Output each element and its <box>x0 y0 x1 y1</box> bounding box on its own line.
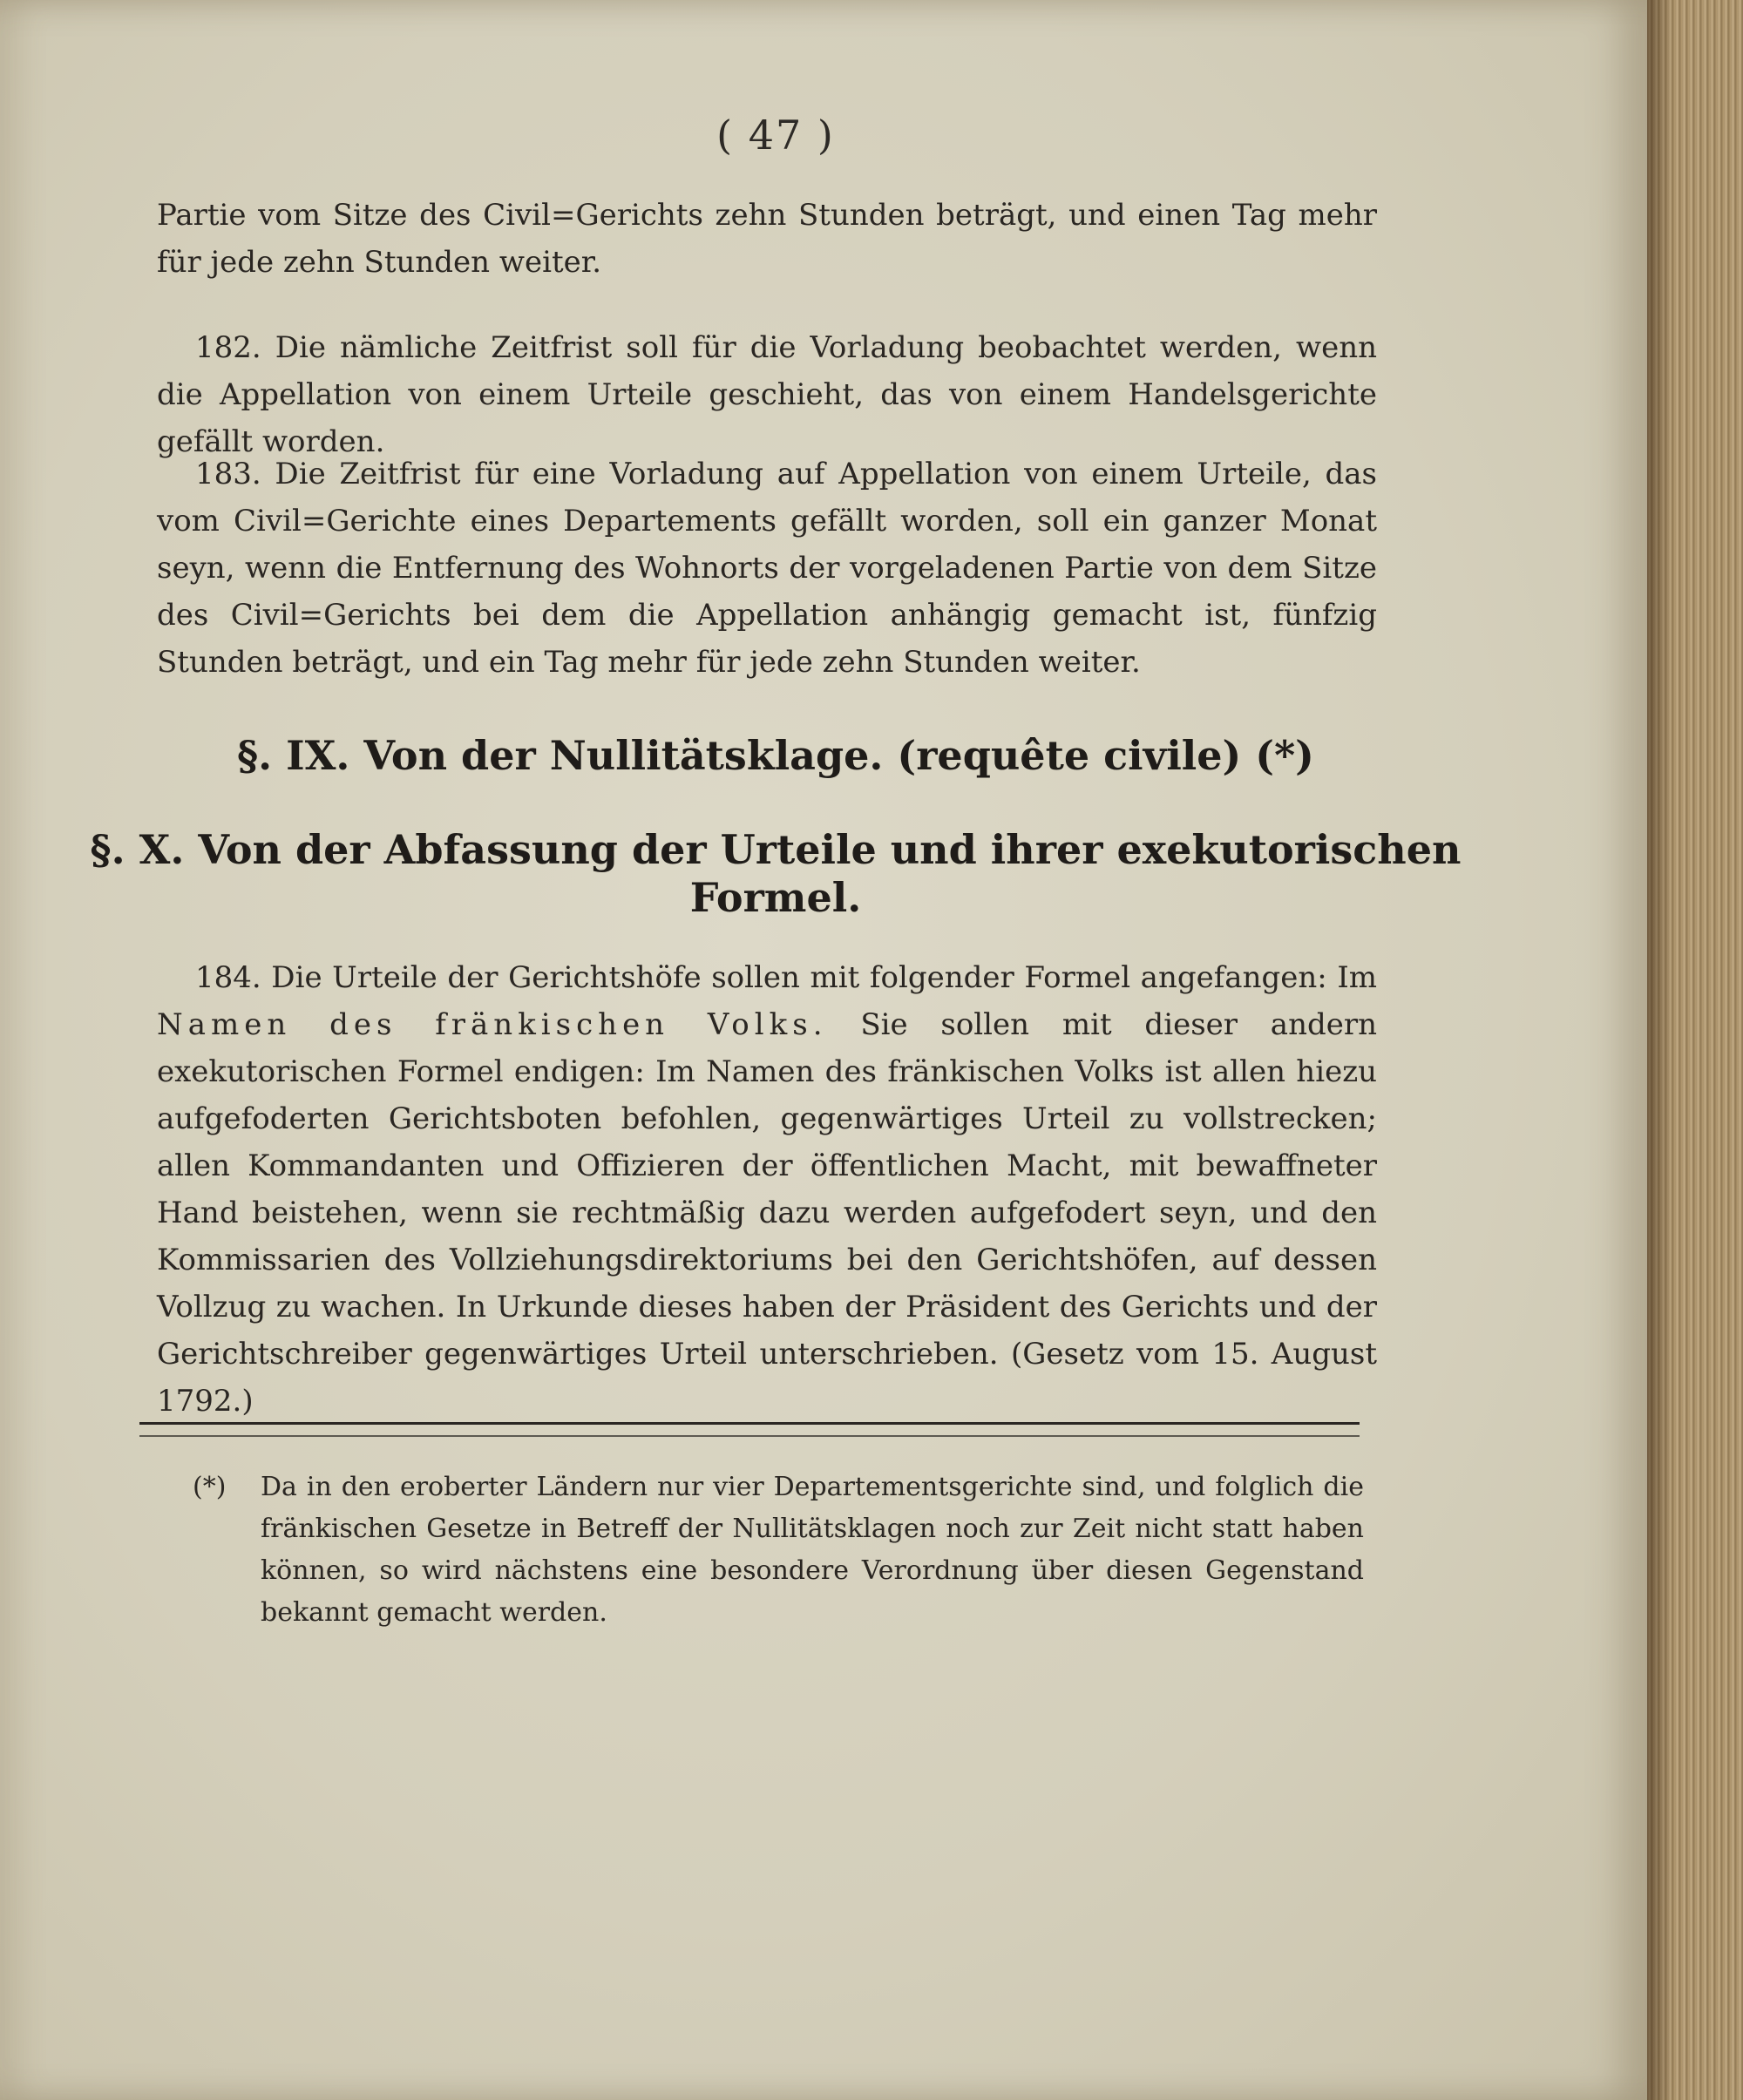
paragraph-184-rest: Sie sollen mit dieser andern exekutorischen Formel endigen: Im Namen des fränkischen Volks ist allen hiezu aufgefoderten Gerichtsboten befohlen, gegenwärtiges Urteil zu vollstrecken; allen Kommandanten und Offizieren der öffentlichen Macht, mit bewaffneter Hand beistehen, wenn sie rechtmäßig dazu werden aufgefodert seyn, und den Kommissarien des Vollziehungsdirektoriums bei den Gerichtshöfen, auf dessen Vollzug zu wachen. In Urkunde dieses haben der Präsident des Gerichts und der Gerichtschreiber gegenwärtiges Urteil unterschrieben. (Gesetz vom 15. August 1792.) <box>157 1007 1378 1419</box>
section-ix-heading: §. IX. Von der Nullitätsklage. (requête civile) (*) <box>237 732 1314 779</box>
page-number: ( 47 ) <box>716 112 835 159</box>
footnote-divider-lower <box>139 1435 1360 1437</box>
paragraph-184 <box>157 954 1377 1425</box>
section-x-heading-line2: Formel. <box>689 874 862 921</box>
paragraph-184-start: 184. Die Urteile der Gerichtshöfe sollen mit folgender Formel angefangen: Im <box>195 960 1377 995</box>
footnote-marker: (*) <box>193 1472 227 1502</box>
footnote-divider <box>139 1422 1360 1425</box>
page-stack-edge <box>1647 0 1743 2100</box>
footnote-text: Da in den eroberter Ländern nur vier Departementsgerichte sind, und folglich die fränkischen Gesetze in Betreff der Nullitätsklagen noch zur Zeit nicht statt haben können, so wird nächstens eine besondere Verordnung über diesen Gegenstand bekannt gemacht werden. <box>261 1472 1364 1628</box>
paragraph-183: 183. Die Zeitfrist für eine Vorladung auf Appellation von einem Urteile, das vom Civil=Gerichte eines Departements gefällt worden, soll ein ganzer Monat seyn, wenn die Entfernung des Wohnorts der vorgeladenen Partie von dem Sitze des Civil=Gerichts bei dem die Appellation anhängig gemacht ist, fünfzig Stunden beträgt, und ein Tag mehr für jede zehn Stunden weiter. <box>157 457 1377 680</box>
section-x-heading-line1: §. X. Von der Abfassung der Urteile und ihrer exekutorischen <box>90 826 1462 873</box>
paragraph-continuation: Partie vom Sitze des Civil=Gerichts zehn Stunden beträgt, und einen Tag mehr für jede zehn Stunden weiter. <box>157 198 1377 280</box>
paragraph-184-spaced: Namen des fränkischen Volks. <box>157 1007 828 1042</box>
footnote <box>193 1467 1364 1634</box>
paragraph-182: 182. Die nämliche Zeitfrist soll für die Vorladung beobachtet werden, wenn die Appellation von einem Urteile geschieht, das von einem Handelsgerichte gefällt worden. <box>157 330 1377 459</box>
